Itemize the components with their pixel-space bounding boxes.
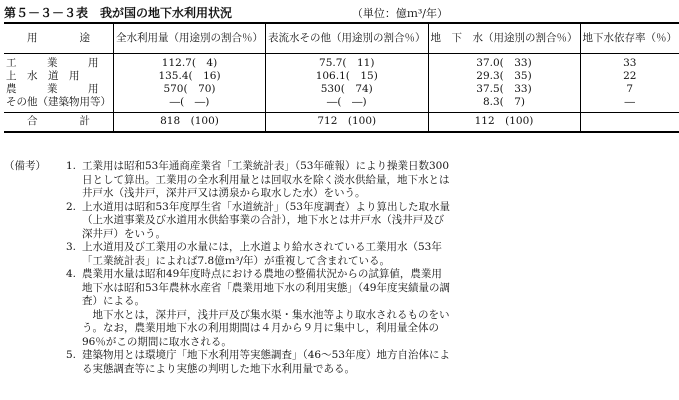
note-text: 建築物用とは環境庁「地下水利用等実態調査」（46～53年度）地方自治体による実態調査等により実態の判明した地下水利用量である。 (82, 349, 450, 375)
cell-total: ―( ―) (114, 96, 266, 113)
cell-dependency: ― (580, 96, 679, 113)
note-item (62, 349, 452, 376)
header-ground: 地 下 水（用途別の割合％） (428, 23, 580, 53)
table-title: 第５－３－３表 我が国の地下水利用状況 (4, 6, 233, 20)
cell-total: 570( 70) (114, 83, 266, 96)
cell-surface: 530( 74) (266, 83, 429, 96)
row-label: 農 業 用 (6, 82, 109, 95)
header-use: 用 途 (4, 23, 114, 53)
note-text: 上水道用及び工業用の水量には，上水道より給水されている工業用水（53年「工業統計表」によれば7.8億ｍ³/年）が重複して含まれている。 (82, 241, 442, 267)
table-row-industrial (4, 53, 679, 70)
row-label: 工 業 用 (6, 56, 109, 69)
header-surface: 表流水その他（用途別の割合％） (266, 23, 429, 53)
table-row-total (4, 112, 679, 132)
header-dependency: 地下水依存率（％） (580, 23, 679, 53)
cell-total: 135.4( 16) (114, 70, 266, 83)
table-row-other (4, 96, 679, 113)
cell-surface: ―( ―) (266, 96, 429, 113)
total-all: 818 (100) (114, 112, 266, 132)
note-text: 農業用水量は昭和49年度時点における農地の整備状況からの試算値，農業用地下水は昭和53年農林水産省「農業用地下水の利用実態」（49年度実績量の調査）による。 (82, 268, 450, 307)
note-item (62, 241, 452, 268)
table-row-agricultural (4, 83, 679, 96)
cell-total: 112.7( 4) (114, 53, 266, 70)
note-item (62, 160, 452, 201)
total-surface: 712 (100) (266, 112, 429, 132)
row-label: その他（建築物用等） (6, 95, 111, 108)
cell-surface: 75.7( 11) (266, 53, 429, 70)
notes-section (4, 160, 452, 376)
notes-header: （備考） (4, 160, 46, 172)
cell-ground: 37.5( 33) (428, 83, 580, 96)
table-row-waterworks (4, 70, 679, 83)
note-item (62, 201, 452, 242)
note-number: 2. (66, 200, 77, 213)
total-ground: 112 (100) (428, 112, 580, 132)
cell-ground: 37.0( 33) (428, 53, 580, 70)
note-number: 5. (66, 349, 77, 361)
note-text: 上水道用は昭和53年度厚生省「水道統計」（53年度調査）より算出した取水量（上水道事業及び水道用水供給事業の合計），地下水とは井戸水（浅井戸及び深井戸）をいう。 (82, 200, 450, 240)
cell-ground: 29.3( 35) (428, 70, 580, 83)
groundwater-usage-table (4, 22, 679, 133)
cell-surface: 106.1( 15) (266, 70, 429, 83)
note-text: 工業用は昭和53年通商産業省「工業統計表」（53年確報）により操業日数300日として算出。工業用の全水利用量とは回収水を除く淡水供給量，地下水とは井戸水（浅井戸，深井戸又は湧泉から取水した水）をいう。 (82, 160, 450, 199)
note-number: 1. (66, 160, 77, 172)
note-item (62, 268, 452, 349)
row-label: 上 水 道 用 (6, 69, 80, 82)
total-dependency (580, 112, 679, 132)
note-text: 地下水とは，深井戸，浅井戸及び集水渠・集水池等より取水されるものをいう。なお，農業用地下水の利用期間は４月から９月に集中し，利用量全体の96％がこの期間に取水される。 (82, 308, 450, 348)
cell-ground: 8.3( 7) (428, 96, 580, 113)
total-label: 合 計 (4, 112, 114, 132)
cell-dependency: 33 (580, 53, 679, 70)
note-number: 3. (66, 241, 77, 253)
cell-dependency: 7 (580, 83, 679, 96)
cell-dependency: 22 (580, 70, 679, 83)
note-number: 4. (66, 268, 77, 280)
header-total: 全水利用量（用途別の割合％） (114, 23, 266, 53)
unit-label: （単位：億ｍ³/年） (351, 7, 448, 20)
